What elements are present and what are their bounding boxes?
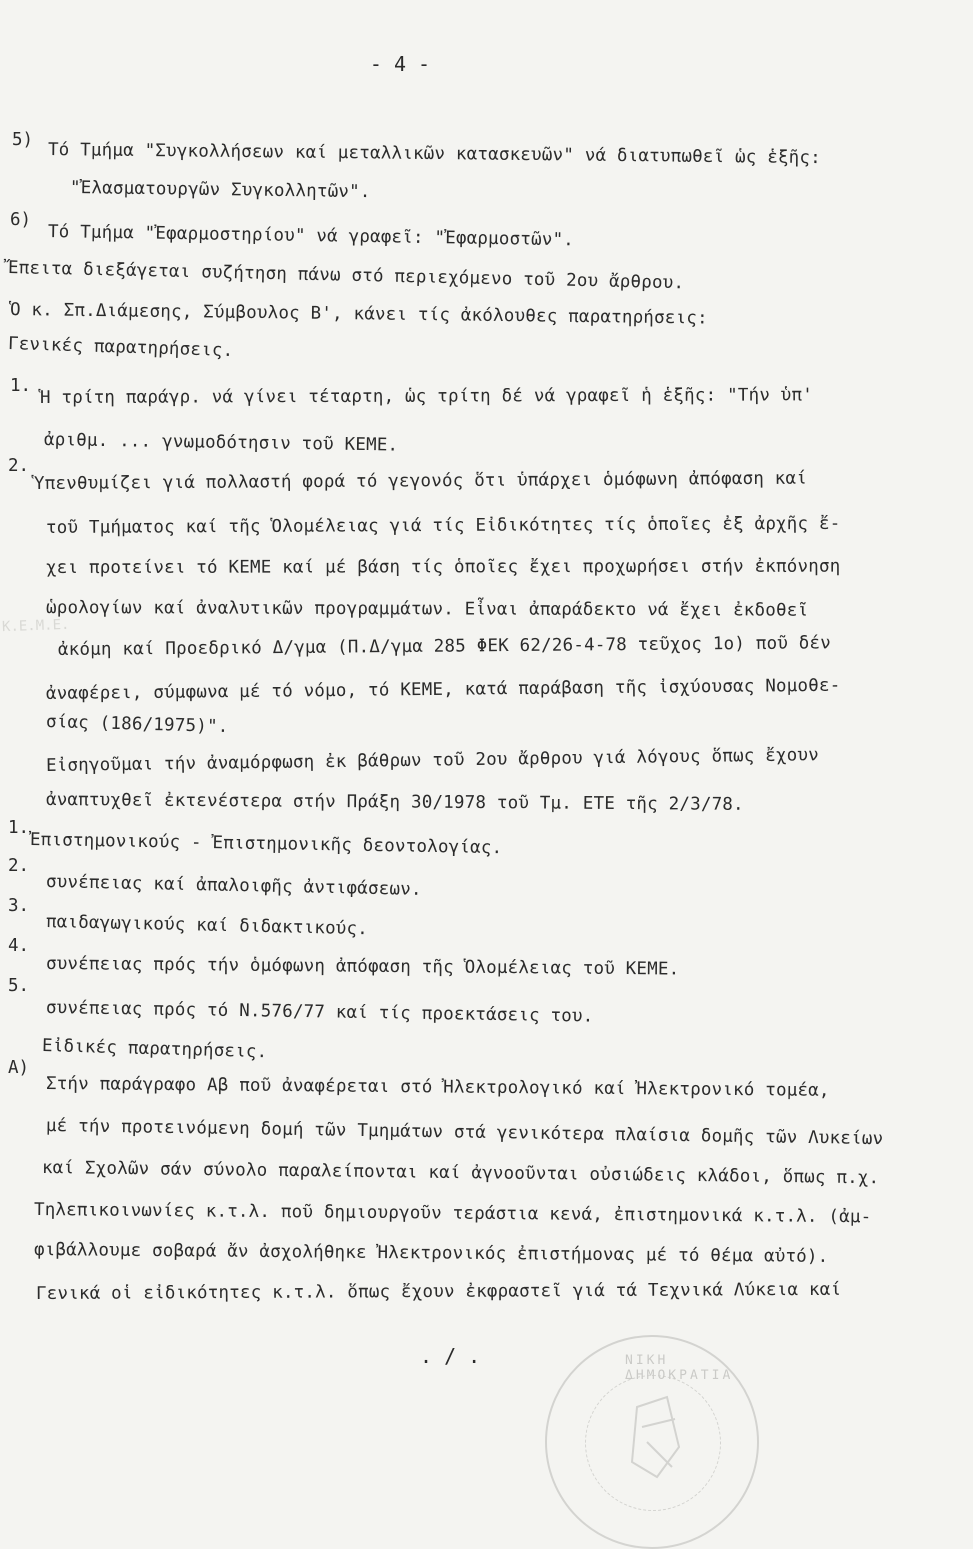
text-line: Ἐπιστημονικούς - Ἐπιστημονικῆς δεοντολογίας. [29,830,503,859]
text-line: Ἔπειτα διεξάγεται συζήτηση πάνω στό περιεχόμενο τοῦ 2ου ἄρθρου. [7,258,685,294]
item-marker: 1. [10,376,32,396]
text-line: Εἰδικές παρατηρήσεις. [41,1036,268,1063]
item-marker: 2. [8,456,30,476]
item-marker: 2. [8,856,30,876]
item-marker: 3. [8,896,30,916]
text-line: Στήν παράγραφο Αβ ποῦ ἀναφέρεται στό Ἠλεκτρολογικό καί Ἠλεκτρονικό τομέα, [45,1074,830,1101]
text-line: καί Σχολῶν σάν σύνολο παραλείπονται καί ἀγνοοῦνται οὐσιώδεις κλάδοι, ὅπως π.χ. [41,1158,880,1189]
text-line: παιδαγωγικούς καί διδακτικούς. [45,912,369,940]
text-line: ἀναπτυχθεῖ ἐκτενέστερα στήν Πράξη 30/1978 τοῦ Τμ. ΕΤΕ τῆς 2/3/78. [45,790,744,815]
text-line: ὡρολογίων καί ἀναλυτικῶν προγραμμάτων. Εἶναι ἀπαράδεκτο νά ἔχει ἐκδοθεῖ [45,598,809,621]
item-marker: 6) [10,210,32,230]
text-line: Γενικές παρατηρήσεις. [7,334,234,362]
text-line: ἀναφέρει, σύμφωνα μέ τό νόμο, τό ΚΕΜΕ, κατά παράβαση τῆς ἰσχύουσας Νομοθε- [45,675,841,704]
text-line: τοῦ Τμήματος καί τῆς Ὁλομέλειας γιά τίς Εἰδικότητες τίς ὁποῖες ἐξ ἀρχῆς ἔ- [45,513,841,538]
text-line: μέ τήν προτεινόμενη δομή τῶν Τμημάτων στά γενικότερα πλαίσια δομῆς τῶν Λυκείων [45,1116,884,1150]
item-marker: 5. [8,976,30,996]
item-marker: 1. [8,818,30,838]
page-number: - 4 - [369,52,431,76]
text-line: φιβάλλουμε σοβαρά ἄν ἀσχολήθηκε Ἠλεκτρονικός ἐπιστήμονας μέ τό θέμα αὐτό). [33,1240,829,1267]
text-line: Τηλεπικοινωνίες κ.τ.λ. ποῦ δημιουργοῦν τεράστια κενά, ἐπιστημονικά κ.τ.λ. (ἀμ- [33,1200,872,1228]
page-footer-marker: . / . [420,1344,481,1368]
text-line: συνέπειας πρός τό Ν.576/77 καί τίς προεκτάσεις του. [45,998,594,1027]
text-line: σίας (186/1975)". [45,712,229,738]
text-line: Ὁ κ. Σπ.Διάμεσης, Σύμβουλος Β', κάνει τίς ἀκόλουθες παρατηρήσεις: [9,300,708,329]
text-line: Γενικά οἱ εἰδικότητες κ.τ.λ. ὅπως ἔχουν ἐκφραστεῖ γιά τά Τεχνικά Λύκεια καί [35,1279,842,1304]
text-line: ἀριθμ. ... γνωμοδότησιν τοῦ ΚΕΜΕ. [43,430,399,456]
official-seal [545,1335,759,1549]
text-line: χει προτείνει τό ΚΕΜΕ καί μέ βάση τίς ὁποῖες ἔχει προχωρήσει στήν ἐκπόνηση [45,556,841,578]
text-line: ἀκόμη καί Προεδρικό Δ/γμα (Π.Δ/γμα 285 ΦΕΚ 62/26-4-78 τεῦχος 1ο) ποῦ δέν [57,633,832,660]
item-marker: 5) [12,130,34,150]
text-line: συνέπειας καί ἀπαλοιφῆς ἀντιφάσεων. [45,872,422,900]
text-line: Ἡ τρίτη παράγρ. νά γίνει τέταρτη, ὡς τρίτη δέ νά γραφεῖ ἡ ἑξῆς: "Τήν ὑπ' [39,385,814,408]
text-line: Ὑπενθυμίζει γιά πολλαστή φορά τό γεγονός ὅτι ὑπάρχει ὁμόφωνη ἀπόφαση καί [33,468,808,494]
text-line: "Ἐλασματουργῶν Συγκολλητῶν". [69,178,371,203]
text-line: συνέπειας πρός τήν ὁμόφωνη ἀπόφαση τῆς Ὁλομέλειας τοῦ ΚΕΜΕ. [45,954,680,980]
seal-text: ΝΙΚΗ ΔΗΜΟΚΡΑΤΙΑ [625,1353,734,1383]
text-line: Τό Τμήμα "Ἐφαρμοστηρίου" νά γραφεῖ: "Ἐφαρμοστῶν". [47,222,575,251]
margin-stamp-fragment: Κ.Ε.Μ.Ε. [1,616,70,636]
item-marker: 4. [8,936,30,956]
text-line: Εἰσηγοῦμαι τήν ἀναμόρφωση ἐκ βάθρων τοῦ 2ου ἄρθρου γιά λόγους ὅπως ἔχουν [45,745,820,776]
item-marker: A) [8,1058,30,1078]
text-line: Τό Τμήμα "Συγκολλήσεων καί μεταλλικῶν κατασκευῶν" νά διατυπωθεῖ ὡς ἑξῆς: [47,140,822,169]
